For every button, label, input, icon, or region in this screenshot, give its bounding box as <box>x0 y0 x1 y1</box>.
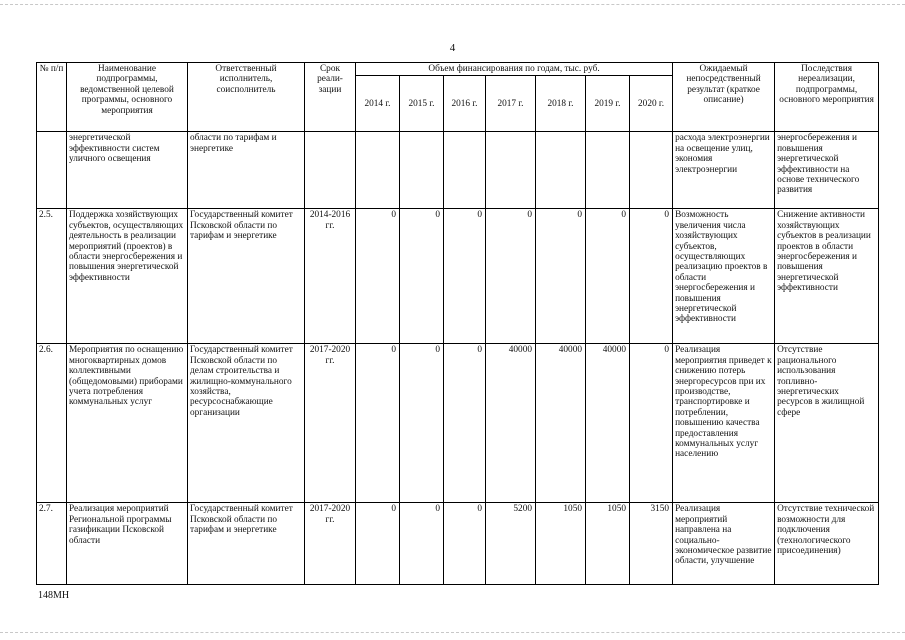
row-value-2017 <box>486 132 536 209</box>
header-consequences: Последствия нереализации, подпрограммы, основного мероприятия <box>775 63 879 132</box>
row-consequences: Снижение активности хозяйствующих субъектов в реализации проектов в области энергосбережения и повышения энергетической эффективности <box>775 209 879 344</box>
table-header <box>37 63 879 132</box>
header-year-2018: 2018 г. <box>536 76 586 132</box>
row-value-2017: 5200 <box>486 503 536 585</box>
row-value-2019: 0 <box>586 209 630 344</box>
row-consequences: Отсутствие рационального использования топливно-энергетических ресурсов в жилищной сфере <box>775 344 879 503</box>
table-row <box>37 344 879 503</box>
row-result: Реализация мероприятий направлена на социально-экономическое развитие области, улучшение <box>673 503 775 585</box>
header-year-2017: 2017 г. <box>486 76 536 132</box>
row-term: 2017-2020 гг. <box>305 344 356 503</box>
table-row <box>37 132 879 209</box>
program-table <box>36 62 879 585</box>
row-executor: Государственный комитет Псковской области по тарифам и энергетике <box>188 503 305 585</box>
row-term <box>305 132 356 209</box>
row-value-2016: 0 <box>444 503 486 585</box>
top-scan-line <box>0 4 905 5</box>
row-value-2015: 0 <box>400 344 444 503</box>
row-value-2015: 0 <box>400 209 444 344</box>
header-year-2019: 2019 г. <box>586 76 630 132</box>
row-result: Возможность увеличения числа хозяйствующих субъектов, осуществляющих реализацию проектов в области энергосбережения и повышения энергетической эффективности <box>673 209 775 344</box>
row-name: Поддержка хозяйствующих субъектов, осуществляющих деятельность в реализации мероприятий (проектов) в области энергосбережения и повышения энергетической эффективности <box>67 209 188 344</box>
table-row <box>37 209 879 344</box>
row-value-2015 <box>400 132 444 209</box>
row-value-2014: 0 <box>356 344 400 503</box>
header-no: № п/п <box>37 63 67 132</box>
header-year-2014: 2014 г. <box>356 76 400 132</box>
row-value-2014 <box>356 132 400 209</box>
row-value-2020: 0 <box>630 344 673 503</box>
header-term: Срок реали-зации <box>305 63 356 132</box>
row-value-2020 <box>630 132 673 209</box>
row-value-2019: 40000 <box>586 344 630 503</box>
row-value-2020: 0 <box>630 209 673 344</box>
row-result: расхода электроэнергии на освещение улиц, экономия электроэнергии <box>673 132 775 209</box>
row-no: 2.7. <box>37 503 67 585</box>
row-no <box>37 132 67 209</box>
row-value-2016 <box>444 132 486 209</box>
row-name: Мероприятия по оснащению многоквартирных домов коллективными (общедомовыми) приборами учета потребления коммунальных услуг <box>67 344 188 503</box>
header-name: Наименование подпрограммы, ведомственной целевой программы, основного мероприятия <box>67 63 188 132</box>
row-consequences: энергосбережения и повышения энергетической эффективности на основе технического развития <box>775 132 879 209</box>
row-value-2015: 0 <box>400 503 444 585</box>
header-executor: Ответственный исполнитель, соисполнитель <box>188 63 305 132</box>
footer-code: 148МН <box>38 590 70 601</box>
page-number: 4 <box>449 42 456 54</box>
row-value-2017: 40000 <box>486 344 536 503</box>
row-value-2018: 1050 <box>536 503 586 585</box>
header-result: Ожидаемый непосредственный результат (краткое описание) <box>673 63 775 132</box>
bottom-scan-line <box>0 632 905 633</box>
row-name: энергетической эффективности систем уличного освещения <box>67 132 188 209</box>
row-executor: Государственный комитет Псковской области по делам строительства и жилищно-коммунального хозяйства, ресурсоснабжающие организации <box>188 344 305 503</box>
row-result: Реализация мероприятия приведет к снижению потерь энергоресурсов при их производстве, транспортировке и потреблении, повышению качества предоставления коммунальных услуг населению <box>673 344 775 503</box>
row-term: 2014-2016 гг. <box>305 209 356 344</box>
row-value-2017: 0 <box>486 209 536 344</box>
row-name: Реализация мероприятий Региональной программы газификации Псковской области <box>67 503 188 585</box>
row-value-2018 <box>536 132 586 209</box>
row-value-2020: 3150 <box>630 503 673 585</box>
row-value-2019: 1050 <box>586 503 630 585</box>
row-value-2016: 0 <box>444 344 486 503</box>
row-no: 2.5. <box>37 209 67 344</box>
row-executor: Государственный комитет Псковской области по тарифам и энергетике <box>188 209 305 344</box>
row-no: 2.6. <box>37 344 67 503</box>
header-year-2020: 2020 г. <box>630 76 673 132</box>
row-term: 2017-2020 гг. <box>305 503 356 585</box>
row-value-2016: 0 <box>444 209 486 344</box>
row-consequences: Отсутствие технической возможности для подключения (технологического присоединения) <box>775 503 879 585</box>
row-value-2019 <box>586 132 630 209</box>
header-year-2015: 2015 г. <box>400 76 444 132</box>
row-value-2018: 40000 <box>536 344 586 503</box>
table-row <box>37 503 879 585</box>
header-year-2016: 2016 г. <box>444 76 486 132</box>
row-value-2014: 0 <box>356 503 400 585</box>
row-value-2018: 0 <box>536 209 586 344</box>
row-executor: области по тарифам и энергетике <box>188 132 305 209</box>
header-finance: Объем финансирования по годам, тыс. руб. <box>356 63 673 76</box>
row-value-2014: 0 <box>356 209 400 344</box>
